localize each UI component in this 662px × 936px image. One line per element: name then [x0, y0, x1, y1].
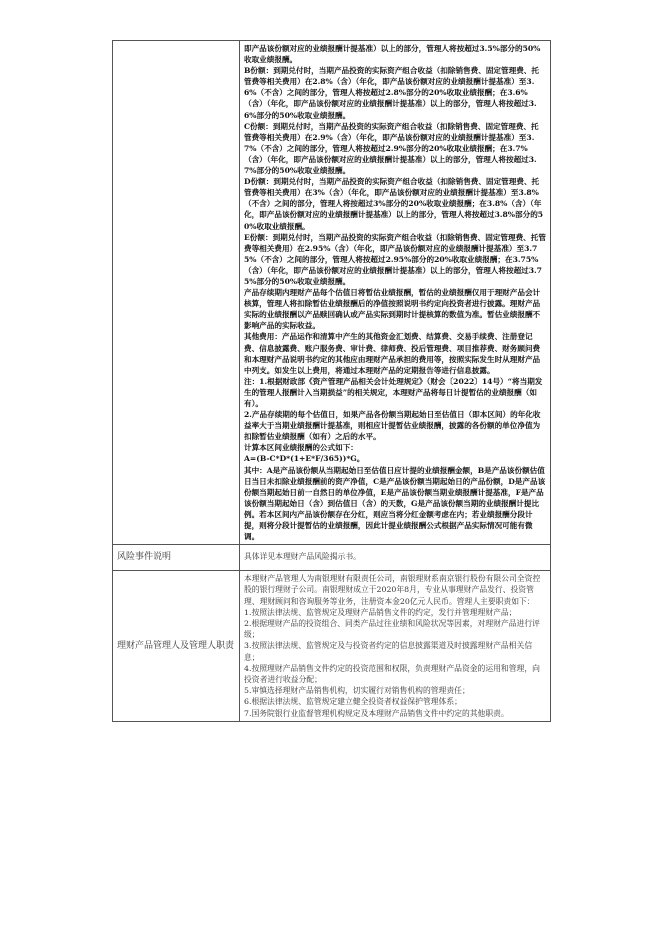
paragraph: 其他费用：产品运作和清算中产生的其他资金汇划费、结算费、交易手续费、注册登记费、信息披露费、账户服务费、审计费、律师费、投后管理费、项目推荐费、财务顾问费和本理财产品说明书约定的其他应由理财产品承担的费用等，按照实际发生时从理财产品中列支。如发生以上费用，将通过本理财产品的定期报告等进行信息披露。 [244, 332, 541, 375]
paragraph: B份额：到期兑付时，当期产品投资的实际资产组合收益（扣除销售费、固定管理费、托管费等相关费用）在2.8%（含）（年化，即产品该份额对应的业绩报酬计提基准）至3.6%（不含）之间的部分，管理人将按超过2.8%部分的20%收取业绩报酬；在3.6%（含）（年化，即产品该份额对应的业绩报酬计提基准）以上的部分，管理人将按超过3.6%部分的50%收取业绩报酬。 [244, 66, 539, 120]
product-info-table [112, 40, 551, 722]
row-label-manager: 理财产品管理人及管理人职责 [113, 571, 240, 722]
paragraph: 注：1.根据财政部《资产管理产品相关会计处理规定》（财会〔2022〕14号）“将当期发生的管理人报酬计入当期损益”的相关规定，本理财产品将每日计提暂估的业绩报酬（如有）。 [244, 376, 543, 408]
row-label-risk-events: 风险事件说明 [113, 545, 240, 571]
list-item: 2.根据理财产品的投资组合、同类产品过往业绩和风险状况等因素，对理财产品进行评级； [244, 619, 540, 640]
list-item: 3.按照法律法规、监管规定及与投资者约定的信息披露渠道及时披露理财产品相关信息； [244, 641, 533, 662]
formula: A=(B-C*D*(1+E*F/365))*G。 [244, 454, 365, 464]
list-item: 4.按照理财产品销售文件约定的投资范围和权限，负责理财产品资金的运用和管理，向投资者进行收益分配； [244, 663, 540, 685]
paragraph: 本理财产品管理人为南银理财有限责任公司，南银理财系南京银行股份有限公司全资控股的银行理财子公司。南银理财成立于2020年8月，专业从事理财产品发行、投资管理、理财顾问和咨询服务等业务，注册资本金20亿元人民币。管理人主要职责如下： [244, 574, 541, 606]
paragraph: 具体详见本理财产品风险揭示书。 [244, 552, 361, 562]
list-item: 5.审慎选择理财产品销售机构，切实履行对销售机构的管理责任； [244, 686, 470, 696]
paragraph: 即产品该份额对应的业绩报酬计提基准）以上的部分，管理人将按超过3.5%部分的50%收取业绩报酬。 [244, 44, 541, 65]
row-content-fees [240, 41, 551, 545]
table-row-manager [113, 571, 551, 722]
paragraph: 产品存续期内理财产品每个估值日将暂估业绩报酬，暂估的业绩报酬仅用于理财产品会计核算，管理人将扣除暂估业绩报酬后的净值按照说明书约定向投资者进行披露。理财产品实际的业绩报酬以产品赎回确认或产品实际到期时计提核算的数值为准。暂估业绩报酬不影响产品的实际收益。 [244, 288, 541, 331]
row-label-fees [113, 41, 240, 545]
list-item: 1.按照法律法规、监管规定及理财产品销售文件的约定，发行并管理理财产品； [244, 607, 517, 617]
paragraph: E份额：到期兑付时，当期产品投资的实际资产组合收益（扣除销售费、固定管理费、托管费等相关费用）在2.95%（含）（年化，即产品该份额对应的业绩报酬计提基准）至3.75%（不含）之间的部分，管理人将按超过2.95%部分的20%收取业绩报酬；在3.75%（含）（年化，即产品该份额对应的业绩报酬计提基准）以上的部分，管理人将按超过3.75%部分的50%收取业绩报酬。 [244, 232, 546, 286]
table-row-risk-events [113, 545, 551, 571]
row-content-risk-events [240, 545, 551, 571]
paragraph: 计算本区间业绩报酬的公式如下： [244, 443, 358, 453]
table-row-fees [113, 41, 551, 545]
list-item: 7.国务院银行业监督管理机构规定及本理财产品销售文件中约定的其他职责。 [244, 708, 509, 718]
paragraph: C份额：到期兑付时，当期产品投资的实际资产组合收益（扣除销售费、固定管理费、托管费等相关费用）在2.9%（含）（年化，即产品该份额对应的业绩报酬计提基准）至3.7%（不含）之间的部分，管理人将按超过2.9%部分的20%收取业绩报酬；在3.7%（含）（年化，即产品该份额对应的业绩报酬计提基准）以上的部分，管理人将按超过3.7%部分的50%收取业绩报酬。 [244, 121, 539, 176]
row-content-manager [240, 571, 551, 722]
list-item: 6.根据法律法规、监管规定建立健全投资者权益保护管理体系； [244, 697, 462, 707]
paragraph: D份额：到期兑付时，当期产品投资的实际资产组合收益（扣除销售费、固定管理费、托管费等相关费用）在3%（含）（年化，即产品该份额对应的业绩报酬计提基准）至3.8%（不含）之间的部分，管理人将按超过3%部分的20%收取业绩报酬；在3.8%（含）（年化，即产品该份额对应的业绩报酬计提基准）以上的部分，管理人将按超过3.8%部分的50%收取业绩报酬。 [244, 177, 544, 231]
paragraph: 2.产品存续期的每个估值日，如果产品各份额当期起始日至估值日（即本区间）的年化收益率大于当期业绩报酬计提基准，则相应计提暂估业绩报酬，披露的各份额的单位净值为扣除暂估业绩报酬（如有）之后的水平。 [244, 410, 541, 442]
paragraph: 其中：A是产品该份额从当期起始日至估值日应计提的业绩报酬金额，B是产品该份额估值日当日未扣除业绩报酬前的资产净值，C是产品该份额当期起始日的产品份额，D是产品该份额当期起始日前一自然日的单位净值，E是产品该份额当期业绩报酬计提基准，F是产品该份额当期起始日（含）到估值日（含）的天数，G是产品该份额当期的业绩报酬计提比例。若本区间内产品该份额存在分红，则应当将分红金额考虑在内；若业绩报酬分段计提，则将分段计提暂估的业绩报酬，因此计提业绩报酬公式根据产品实际情况可能有微调。 [244, 465, 546, 542]
